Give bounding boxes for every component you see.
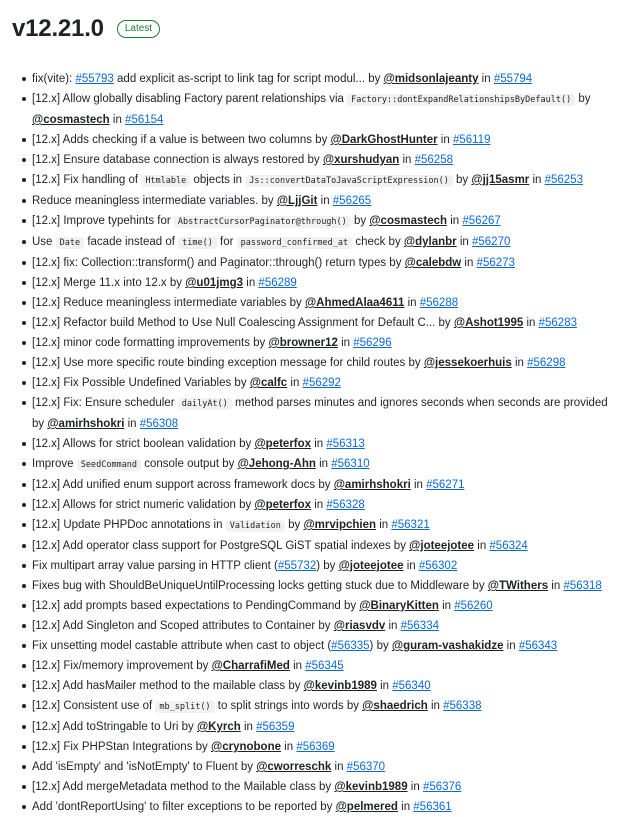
changelog-item [12, 454, 615, 475]
author-link[interactable]: @cworreschk [256, 761, 332, 773]
item-text: Reduce meaningless intermediate variables. by [32, 195, 277, 207]
author-link[interactable]: @shaedrich [362, 700, 428, 712]
item-text: [12.x] Fix PHPStan Integrations by [32, 741, 211, 753]
item-text: in [124, 418, 140, 430]
author-link[interactable]: @calebdw [404, 257, 462, 269]
item-text: console output by [141, 458, 238, 470]
item-text: in [243, 277, 259, 289]
changelog-item [12, 737, 615, 757]
changelog-item [12, 150, 615, 170]
inline-code: password_confirmed_at [237, 237, 352, 249]
item-text: in [287, 377, 303, 389]
pull-request-link[interactable]: #56321 [391, 519, 430, 531]
pull-request-link[interactable]: #56310 [331, 458, 370, 470]
item-text: [12.x] Fix handling of [32, 174, 142, 186]
item-text: ) by [369, 640, 392, 652]
item-text: in [456, 236, 472, 248]
author-link[interactable]: @u01jmg3 [185, 277, 244, 289]
item-text: Fix unsetting model castable attribute when cast to object ( [32, 640, 332, 652]
item-text: in [337, 337, 354, 349]
pull-request-link[interactable]: #56335 [331, 640, 370, 652]
changelog-item [12, 333, 615, 353]
pull-request-link[interactable]: #56343 [518, 640, 558, 652]
item-text: by [452, 174, 472, 186]
changelog-item [12, 596, 615, 616]
pull-request-link[interactable]: #56340 [392, 680, 431, 692]
item-text: [12.x] Reduce meaningless intermediate variables by [32, 297, 305, 309]
item-text: Use [32, 236, 56, 248]
inline-code: Date [56, 237, 84, 249]
author-link[interactable]: @BinaryKitten [359, 600, 439, 612]
pull-request-link[interactable]: #56288 [419, 297, 459, 309]
inline-code: dailyAt() [178, 398, 232, 410]
pull-request-link[interactable]: #56359 [256, 721, 295, 733]
item-text: [12.x] Adds checking if a value is between two columns by [32, 134, 331, 146]
pull-request-link[interactable]: #56270 [472, 236, 511, 248]
author-link[interactable]: @mrvipchien [303, 519, 377, 531]
item-text: [12.x] Allows for strict numeric validation by [32, 499, 255, 511]
changelog-item [12, 313, 615, 333]
author-link[interactable]: @jessekoerhuis [423, 357, 512, 369]
item-text: in [376, 519, 392, 531]
pull-request-link[interactable]: #56298 [527, 357, 566, 369]
pull-request-link[interactable]: #56154 [125, 114, 164, 126]
pull-request-link[interactable]: #56313 [326, 438, 365, 450]
changelog-item [12, 293, 615, 313]
item-text: to split strings into words by [214, 700, 363, 712]
author-link[interactable]: @riasvdv [333, 620, 386, 632]
pull-request-link[interactable]: #56265 [332, 195, 372, 207]
release-header [12, 14, 615, 44]
pull-request-link[interactable]: #56258 [414, 154, 453, 166]
item-text: [12.x] Ensure database connection is always restored by [32, 154, 323, 166]
changelog-item [12, 232, 615, 253]
author-link[interactable]: @DarkGhostHunter [330, 134, 438, 146]
item-text: [12.x] Allow globally disabling Factory parent relationships via [32, 93, 348, 105]
pull-request-link[interactable]: #56369 [296, 741, 335, 753]
pull-request-link[interactable]: #56324 [489, 540, 528, 552]
item-text: in [311, 438, 327, 450]
changelog-item [12, 495, 615, 515]
pull-request-link[interactable]: #55794 [493, 73, 533, 85]
author-link[interactable]: @Jehong-Ahn [237, 458, 316, 470]
item-text: in [511, 357, 528, 369]
pull-request-link[interactable]: #56302 [418, 560, 458, 572]
inline-code: Validation [226, 520, 285, 532]
item-text: in [404, 297, 420, 309]
item-text: check by [352, 236, 404, 248]
changelog-item [12, 616, 615, 636]
author-link[interactable]: @jj15asmr [471, 174, 530, 186]
author-link[interactable]: @kevinb1989 [334, 781, 408, 793]
item-text: in [478, 73, 494, 85]
item-text: [12.x] minor code formatting improvements by [32, 337, 269, 349]
changelog-item [12, 696, 615, 717]
item-text: in [407, 781, 423, 793]
item-text: in [280, 741, 297, 753]
pull-request-link[interactable]: #56296 [353, 337, 392, 349]
item-text: [12.x] Consistent use of [32, 700, 156, 712]
pull-request-link[interactable]: #56271 [426, 479, 465, 491]
item-text: in [438, 600, 455, 612]
item-text: in [427, 700, 444, 712]
author-link[interactable]: @LjjGit [276, 195, 318, 207]
item-text: in [461, 257, 477, 269]
author-link[interactable]: @joteejotee [338, 560, 404, 572]
pull-request-link[interactable]: #56283 [538, 317, 577, 329]
pull-request-link[interactable]: #56361 [413, 801, 452, 813]
item-text: by [575, 93, 591, 105]
author-link[interactable]: @cosmastech [369, 215, 448, 227]
item-text: [12.x] Allows for strict boolean validation by [32, 438, 255, 450]
item-text: [12.x] Use more specific route binding exception message for child routes by [32, 357, 424, 369]
item-text: in [474, 540, 490, 552]
item-text: Add 'dontReportUsing' to filter exceptions to be reported by [32, 801, 336, 813]
inline-code: SeedCommand [77, 459, 141, 471]
item-text: in [240, 721, 257, 733]
pull-request-link[interactable]: #56338 [443, 700, 482, 712]
item-text: [12.x] Fix/memory improvement by [32, 660, 212, 672]
changelog-item [12, 373, 615, 393]
changelog-item [12, 515, 615, 536]
changelog-item [12, 211, 615, 232]
author-link[interactable]: @midsonlajeanty [383, 73, 479, 85]
changelog-item [12, 717, 615, 737]
item-text: method parses minutes and ignores seconds when seconds are provided by [32, 397, 608, 430]
item-text: Fix multipart array value parsing in HTTP client ( [32, 560, 278, 572]
pull-request-link[interactable]: #55732 [277, 560, 317, 572]
author-link[interactable]: @kevinb1989 [303, 680, 377, 692]
item-text: [12.x] Fix Possible Undefined Variables by [32, 377, 250, 389]
changelog-item [12, 434, 615, 454]
changelog-item [12, 475, 615, 495]
item-text: [12.x] fix: Collection::transform() and Paginator::through() return types by [32, 257, 405, 269]
item-text: in [311, 499, 327, 511]
pull-request-link[interactable]: #56308 [139, 418, 179, 430]
changelog-item [12, 130, 615, 150]
inline-code: Htmlable [141, 175, 190, 187]
pull-request-link[interactable]: #56289 [258, 277, 297, 289]
item-text: Fixes bug with ShouldBeUniqueUntilProcessing locks getting stuck due to Middleware by [32, 580, 488, 592]
item-text: in [503, 640, 519, 652]
item-text: in [109, 114, 126, 126]
item-text: [12.x] Add hasMailer method to the mailable class by [32, 680, 304, 692]
item-text: in [410, 479, 427, 491]
item-text: Improve [32, 458, 77, 470]
changelog-item [12, 393, 615, 434]
author-link[interactable]: @crynobone [210, 741, 281, 753]
pull-request-link[interactable]: #56292 [302, 377, 341, 389]
item-text: in [289, 660, 306, 672]
item-text: [12.x] Fix: Ensure scheduler [32, 397, 178, 409]
pull-request-link[interactable]: #56260 [454, 600, 493, 612]
changelog-item [12, 777, 615, 797]
item-text: [12.x] Merge 11.x into 12.x by [32, 277, 186, 289]
changelog-list [12, 69, 615, 817]
item-text: by [284, 519, 304, 531]
author-link[interactable]: @xurshudyan [322, 154, 400, 166]
item-text: fix(vite): [32, 73, 76, 85]
author-link[interactable]: @peterfox [254, 499, 312, 511]
item-text: by [350, 215, 370, 227]
pull-request-link[interactable]: #56328 [326, 499, 365, 511]
inline-code: AbstractCursorPaginator@through() [174, 216, 351, 228]
changelog-item [12, 170, 615, 191]
author-link[interactable]: @pelmered [335, 801, 398, 813]
changelog-item [12, 89, 615, 130]
changelog-item [12, 656, 615, 676]
item-text: in [317, 195, 333, 207]
author-link[interactable]: @joteejotee [409, 540, 475, 552]
author-link[interactable]: @Ashot1995 [453, 317, 524, 329]
item-text: [12.x] Add operator class support for PostgreSQL GiST spatial indexes by [32, 540, 410, 552]
item-text: in [523, 317, 539, 329]
item-text: in [331, 761, 347, 773]
item-text: add explicit as-script to link tag for script modul... by [113, 73, 384, 85]
item-text: Add 'isEmpty' and 'isNotEmpty' to Fluent by [32, 761, 257, 773]
author-link[interactable]: @calfc [249, 377, 288, 389]
inline-code: time() [178, 237, 217, 249]
pull-request-link[interactable]: #56119 [452, 134, 491, 146]
pull-request-link[interactable]: #56345 [305, 660, 344, 672]
item-text: objects in [190, 174, 246, 186]
item-text: in [315, 458, 332, 470]
changelog-item [12, 576, 615, 596]
item-text: [12.x] Improve typehints for [32, 215, 174, 227]
pull-request-link[interactable]: #56318 [563, 580, 602, 592]
inline-code: Factory::dontExpandRelationshipsByDefault() [347, 94, 575, 106]
pull-request-link[interactable]: #56370 [346, 761, 386, 773]
changelog-item [12, 273, 615, 293]
item-text: [12.x] Add Singleton and Scoped attributes to Container by [32, 620, 334, 632]
author-link[interactable]: @TWithers [487, 580, 549, 592]
author-link[interactable]: @amirhshokri [333, 479, 411, 491]
item-text: [12.x] Update PHPDoc annotations in [32, 519, 226, 531]
changelog-item [12, 797, 615, 817]
changelog-item [12, 353, 615, 373]
item-text: in [376, 680, 393, 692]
item-text: in [548, 580, 564, 592]
item-text: [12.x] Add unified enum support across framework docs by [32, 479, 334, 491]
pull-request-link[interactable]: #56273 [476, 257, 515, 269]
changelog-item [12, 191, 615, 211]
author-link[interactable]: @cosmastech [32, 114, 110, 126]
inline-code: mb_split() [155, 701, 214, 713]
changelog-item [12, 636, 615, 656]
item-text: [12.x] add prompts based expectations to PendingCommand by [32, 600, 360, 612]
item-text: in [397, 801, 414, 813]
pull-request-link[interactable]: #56267 [462, 215, 501, 227]
author-link[interactable]: @amirhshokri [47, 418, 125, 430]
pull-request-link[interactable]: #55793 [75, 73, 114, 85]
changelog-item [12, 556, 615, 576]
author-link[interactable]: @CharrafiMed [211, 660, 290, 672]
author-link[interactable]: @Kyrch [196, 721, 241, 733]
author-link[interactable]: @guram-vashakidze [391, 640, 504, 652]
author-link[interactable]: @peterfox [254, 438, 312, 450]
item-text: for [216, 236, 237, 248]
changelog-item [12, 253, 615, 273]
release-title[interactable]: v12.21.0 [12, 15, 104, 42]
item-text: [12.x] Add toStringable to Uri by [32, 721, 197, 733]
pull-request-link[interactable]: #56253 [544, 174, 583, 186]
item-text: in [529, 174, 545, 186]
author-link[interactable]: @AhmedAlaa4611 [304, 297, 405, 309]
item-text: ) by [316, 560, 339, 572]
pull-request-link[interactable]: #56334 [400, 620, 439, 632]
pull-request-link[interactable]: #56376 [422, 781, 462, 793]
author-link[interactable]: @dylanbr [403, 236, 457, 248]
item-text: in [403, 560, 419, 572]
item-text: in [437, 134, 453, 146]
changelog-item [12, 676, 615, 696]
author-link[interactable]: @browner12 [268, 337, 338, 349]
latest-badge: Latest [117, 20, 160, 38]
inline-code: Js::convertDataToJavaScriptExpression() [245, 175, 453, 187]
item-text: [12.x] Add mergeMetadata method to the Mailable class by [32, 781, 335, 793]
changelog-item [12, 69, 615, 89]
item-text: in [399, 154, 415, 166]
item-text: in [447, 215, 463, 227]
changelog-item [12, 536, 615, 556]
item-text: facade instead of [84, 236, 179, 248]
item-text: [12.x] Refactor build Method to Use Null Coalescing Assignment for Default C... by [32, 317, 454, 329]
changelog-item [12, 757, 615, 777]
item-text: in [385, 620, 401, 632]
